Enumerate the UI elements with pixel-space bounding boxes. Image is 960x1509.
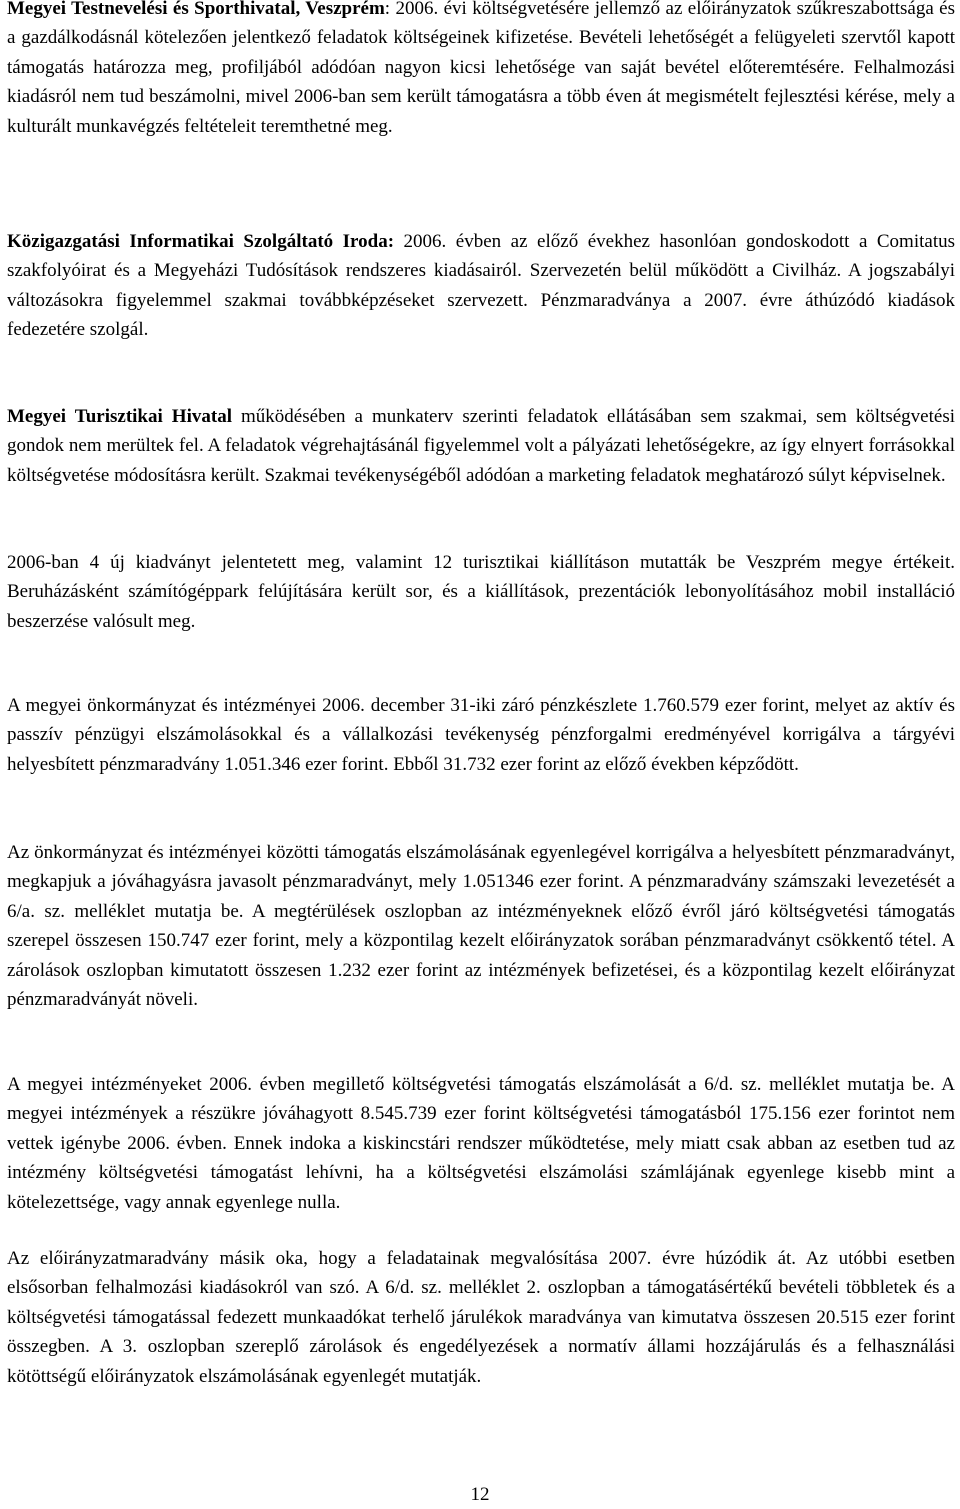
text-sport-office: : 2006. évi költségvetésére jellemző az előirányzatok szűkreszabottsága és a gazdálkodásnál kötelezően jelentkező feladatok költségeinek kifizetése. Bevételi lehetőségét a felügyeleti szervtől kapott támogatás határozza meg, profiljából adódóan nagyon kicsi lehetősége van saját bevétel előteremtésére. Felhalmozási kiadásról nem tud beszámolni, mivel 2006-ban sem került támogatásra a több éven át megismételt fejlesztési kérése, mely a kulturált munkavégzés feltételeit teremthetné meg.	[7, 0, 955, 137]
text-tourism-office: működésében a munkaterv szerinti feladatok ellátásában sem szakmai, sem költségvetési gondok nem merültek fel. A feladatok végrehajtásánál figyelemmel volt a pályázati lehetőségekre, az így elnyert forrásokkal költségvetése módosításra került. Szakmai tevékenységéből adódóan a marketing feladatok meghatározó súlyt képviselnek.	[7, 406, 956, 486]
page-number: 12	[470, 1484, 490, 1505]
text-tourism-publications: 2006-ban 4 új kiadványt jelentetett meg, valamint 12 turisztikai kiállításon mutatták be Veszprém megye értékeit. Beruházásként számítógéppark felújítására került sor, és a kiállítások, prezentációk lebonyolításához mobil installáció beszerzése valósult meg.	[7, 552, 955, 632]
paragraph-appropriation-remainder	[7, 1244, 955, 1391]
text-appropriation-remainder: Az előirányzatmaradvány másik oka, hogy a feladatainak megvalósítása 2007. évre húzódik át. Az utóbbi esetben elsősorban felhalmozási kiadásokról van szó. A 6/d. sz. melléklet 2. oszlopban a támogatásértékű bevételi többletek és a költségvetési támogatással fedezett munkaadókat terhelő járulékok maradványa van kimutatva összesen 20.515 ezer forint összegben. A 3. oszlopban szereplő zárolások és engedélyezések a normatív állami hozzájárulás és a felhasználási kötöttségű előirányzatok elszámolásának egyenlegét mutatják.	[7, 1248, 955, 1387]
heading-it-office: Közigazgatási Informatikai Szolgáltató Iroda:	[7, 231, 395, 252]
paragraph-support-settlement	[7, 838, 955, 1014]
text-support-settlement: Az önkormányzat és intézményei közötti támogatás elszámolásának egyenlegével korrigálva a helyesbített pénzmaradványt, megkapjuk a jóváhagyásra javasolt pénzmaradványt, mely 1.051346 ezer forint. A pénzmaradvány számszaki levezetését a 6/a. sz. melléklet mutatja be. A megtérülések oszlopban az intézményeknek előző évről járó költségvetési támogatás szerepel összesen 150.747 ezer forint, mely a központilag kezelt előirányzatok sorában pénzmaradványt csökkentő tétel. A zárolások oszlopban kimutatott összesen 1.232 ezer forint az intézmények befizetései, és a központilag kezelt előirányzat pénzmaradványát növeli.	[7, 842, 955, 1011]
heading-tourism-office: Megyei Turisztikai Hivatal	[7, 406, 232, 427]
paragraph-tourism-publications	[7, 548, 955, 636]
paragraph-it-office	[7, 227, 955, 345]
paragraph-sport-office	[7, 0, 955, 141]
text-institution-support: A megyei intézményeket 2006. évben megillető költségvetési támogatás elszámolását a 6/d. sz. melléklet mutatja be. A megyei intézmények a részükre jóváhagyott 8.545.739 ezer forint költségvetési támogatásból 175.156 ezer forintot nem vettek igénybe 2006. évben. Ennek indoka a kiskincstári rendszer működtetése, mely miatt csak abban az esetben tud az intézmény költségvetési támogatást lehívni, ha a költségvetési elszámolási számlájának egyenlege kisebb mint a kötelezettsége, vagy annak egyenlege nulla.	[7, 1074, 955, 1213]
text-cash-balance: A megyei önkormányzat és intézményei 2006. december 31-iki záró pénzkészlete 1.760.579 ezer forint, melyet az aktív és passzív pénzügyi elszámolásokkal és a vállalkozási tevékenység pénzforgalmi eredményével korrigálva a tárgyévi helyesbített pénzmaradvány 1.051.346 ezer forint. Ebből 31.732 ezer forint az előző években képződött.	[7, 695, 955, 775]
paragraph-tourism-office	[7, 402, 955, 490]
paragraph-institution-support	[7, 1070, 955, 1217]
text-it-office: 2006. évben az előző évekhez hasonlóan gondoskodott a Comitatus szakfolyóirat és a Megyeházi Tudósítások rendszeres kiadásairól. Szervezetén belül működött a Civilház. A jogszabályi változásokra figyelemmel szakmai továbbképzéseket szervezett. Pénzmaradványa a 2007. évre áthúzódó kiadások fedezetére szolgál.	[7, 231, 956, 341]
heading-sport-office: Megyei Testnevelési és Sporthivatal, Veszprém	[7, 0, 385, 19]
paragraph-cash-balance	[7, 691, 955, 779]
